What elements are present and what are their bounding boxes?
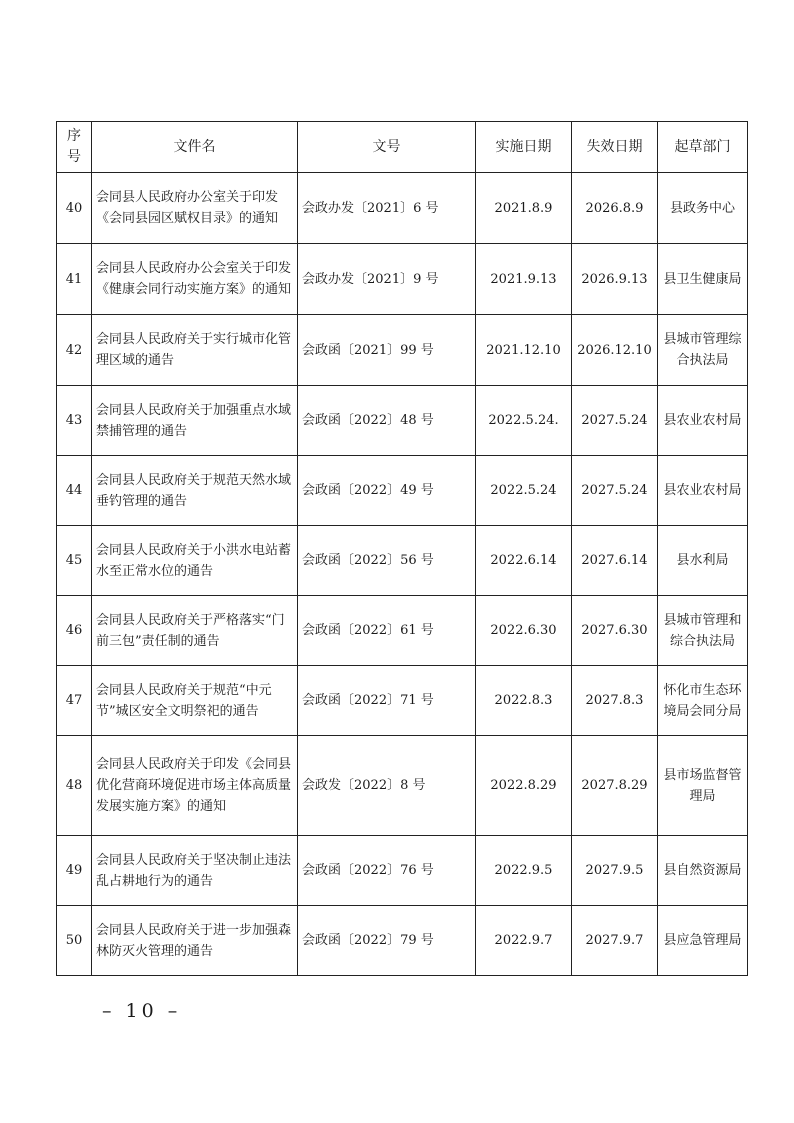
- cell-end-date: 2027.9.5: [572, 836, 658, 906]
- cell-start-date: 2022.5.24.: [476, 386, 572, 456]
- cell-name: 会同县人民政府关于坚决制止违法乱占耕地行为的通告: [92, 836, 298, 906]
- cell-dept: 县应急管理局: [658, 906, 748, 976]
- cell-start-date: 2022.6.14: [476, 526, 572, 596]
- cell-dept: 县城市管理和综合执法局: [658, 596, 748, 666]
- cell-end-date: 2027.8.3: [572, 666, 658, 736]
- cell-number: 会政函〔2021〕99 号: [298, 315, 476, 386]
- cell-end-date: 2026.12.10: [572, 315, 658, 386]
- cell-seq: 47: [57, 666, 92, 736]
- table-row: [57, 173, 748, 244]
- header-number: 文号: [298, 122, 476, 173]
- cell-dept: 县政务中心: [658, 173, 748, 244]
- table-row: [57, 836, 748, 906]
- cell-number: 会政办发〔2021〕9 号: [298, 244, 476, 315]
- cell-seq: 44: [57, 456, 92, 526]
- cell-end-date: 2027.5.24: [572, 386, 658, 456]
- table-row: [57, 315, 748, 386]
- cell-start-date: 2022.5.24: [476, 456, 572, 526]
- cell-number: 会政函〔2022〕79 号: [298, 906, 476, 976]
- cell-end-date: 2027.9.7: [572, 906, 658, 976]
- table-row: [57, 456, 748, 526]
- cell-dept: 县卫生健康局: [658, 244, 748, 315]
- cell-number: 会政函〔2022〕49 号: [298, 456, 476, 526]
- cell-number: 会政函〔2022〕56 号: [298, 526, 476, 596]
- cell-number: 会政函〔2022〕76 号: [298, 836, 476, 906]
- cell-number: 会政函〔2022〕48 号: [298, 386, 476, 456]
- cell-name: 会同县人民政府关于规范“中元节”城区安全文明祭祀的通告: [92, 666, 298, 736]
- cell-dept: 县水利局: [658, 526, 748, 596]
- cell-name: 会同县人民政府关于印发《会同县优化营商环境促进市场主体高质量发展实施方案》的通知: [92, 736, 298, 836]
- cell-seq: 42: [57, 315, 92, 386]
- table-row: [57, 386, 748, 456]
- cell-name: 会同县人民政府关于实行城市化管理区域的通告: [92, 315, 298, 386]
- cell-number: 会政函〔2022〕61 号: [298, 596, 476, 666]
- table-row: [57, 906, 748, 976]
- cell-dept: 县城市管理综合执法局: [658, 315, 748, 386]
- cell-name: 会同县人民政府关于严格落实“门前三包”责任制的通告: [92, 596, 298, 666]
- cell-dept: 县自然资源局: [658, 836, 748, 906]
- cell-end-date: 2027.6.30: [572, 596, 658, 666]
- cell-name: 会同县人民政府办公室关于印发《会同县园区赋权目录》的通知: [92, 173, 298, 244]
- table-row: [57, 244, 748, 315]
- cell-end-date: 2027.8.29: [572, 736, 658, 836]
- cell-dept: 县市场监督管理局: [658, 736, 748, 836]
- cell-start-date: 2022.9.5: [476, 836, 572, 906]
- cell-seq: 49: [57, 836, 92, 906]
- cell-seq: 45: [57, 526, 92, 596]
- cell-start-date: 2022.6.30: [476, 596, 572, 666]
- cell-number: 会政函〔2022〕71 号: [298, 666, 476, 736]
- cell-name: 会同县人民政府关于小洪水电站蓄水至正常水位的通告: [92, 526, 298, 596]
- cell-end-date: 2027.6.14: [572, 526, 658, 596]
- header-seq: 序号: [57, 122, 92, 173]
- table-row: [57, 526, 748, 596]
- cell-end-date: 2027.5.24: [572, 456, 658, 526]
- header-end-date: 失效日期: [572, 122, 658, 173]
- cell-start-date: 2022.8.3: [476, 666, 572, 736]
- cell-seq: 43: [57, 386, 92, 456]
- table-row: [57, 666, 748, 736]
- regulation-table: [56, 121, 748, 976]
- cell-seq: 50: [57, 906, 92, 976]
- cell-start-date: 2022.9.7: [476, 906, 572, 976]
- header-start-date: 实施日期: [476, 122, 572, 173]
- cell-dept: 县农业农村局: [658, 386, 748, 456]
- cell-dept: 怀化市生态环境局会同分局: [658, 666, 748, 736]
- cell-seq: 46: [57, 596, 92, 666]
- cell-name: 会同县人民政府关于规范天然水域垂钓管理的通告: [92, 456, 298, 526]
- table-row: [57, 596, 748, 666]
- table-row: [57, 736, 748, 836]
- cell-dept: 县农业农村局: [658, 456, 748, 526]
- cell-seq: 48: [57, 736, 92, 836]
- cell-seq: 40: [57, 173, 92, 244]
- cell-name: 会同县人民政府关于进一步加强森林防灭火管理的通告: [92, 906, 298, 976]
- page-number: – 10 –: [102, 1000, 182, 1022]
- cell-start-date: 2022.8.29: [476, 736, 572, 836]
- cell-name: 会同县人民政府关于加强重点水域禁捕管理的通告: [92, 386, 298, 456]
- cell-start-date: 2021.9.13: [476, 244, 572, 315]
- cell-name: 会同县人民政府办公会室关于印发《健康会同行动实施方案》的通知: [92, 244, 298, 315]
- cell-start-date: 2021.8.9: [476, 173, 572, 244]
- cell-end-date: 2026.9.13: [572, 244, 658, 315]
- header-name: 文件名: [92, 122, 298, 173]
- header-dept: 起草部门: [658, 122, 748, 173]
- cell-number: 会政发〔2022〕8 号: [298, 736, 476, 836]
- cell-end-date: 2026.8.9: [572, 173, 658, 244]
- cell-number: 会政办发〔2021〕6 号: [298, 173, 476, 244]
- cell-start-date: 2021.12.10: [476, 315, 572, 386]
- table-header-row: [57, 122, 748, 173]
- cell-seq: 41: [57, 244, 92, 315]
